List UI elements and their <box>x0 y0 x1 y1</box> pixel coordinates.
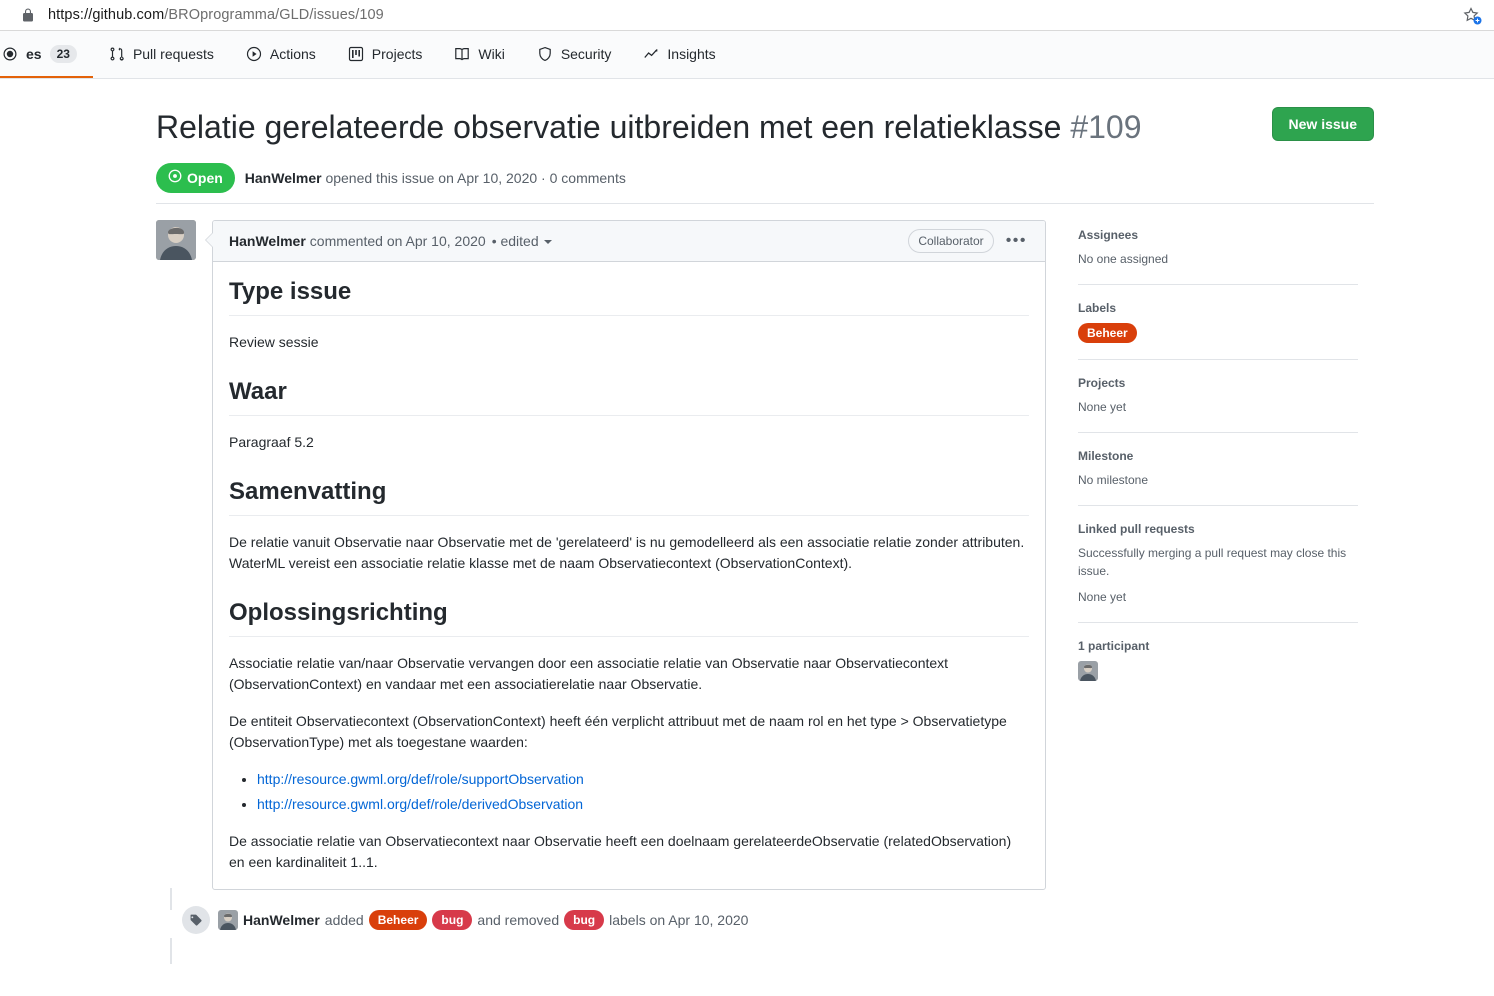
role-values-list <box>229 769 1029 815</box>
new-issue-button[interactable]: New issue <box>1272 107 1374 141</box>
lock-icon <box>20 7 36 23</box>
url-host: https://github.com <box>48 7 165 23</box>
nav-item-label: Security <box>560 45 612 62</box>
section-text-waar: Paragraaf 5.2 <box>229 434 314 450</box>
timeline-event-labeled <box>182 906 1046 934</box>
nav-item-label: Wiki <box>478 45 505 62</box>
sidebar-value-linked-prs: None yet <box>1078 590 1127 604</box>
issues-icon <box>2 46 18 62</box>
url-text[interactable] <box>48 7 384 23</box>
timeline-rail <box>170 888 172 910</box>
git-pull-request-icon <box>109 46 125 62</box>
nav-item-label: Pull requests <box>132 45 214 62</box>
page-title <box>156 107 1374 147</box>
sidebar-title-labels[interactable]: Labels <box>1078 301 1117 315</box>
comment-author[interactable]: HanWelmer <box>229 233 306 249</box>
label-chip-bug-removed[interactable]: bug <box>564 910 604 930</box>
issue-main-column <box>156 220 1062 964</box>
sidebar-title-participants: 1 participant <box>1078 639 1150 653</box>
link-support-observation[interactable]: http://resource.gwml.org/def/role/supportObservation <box>257 771 584 787</box>
nav-item-wiki[interactable] <box>438 31 520 78</box>
section-text-closing: De associatie relatie van Observatiecontext naar Observatie heeft een doelnaam gerelateerdeObservatie (relatedObservation) en een kardinaliteit 1..1. <box>229 833 1012 870</box>
chevron-down-icon <box>544 240 552 244</box>
issue-meta-rest: opened this issue on Apr 10, 2020 · 0 comments <box>325 170 626 186</box>
comment-timeline-item <box>156 220 1046 890</box>
url-path: /BROprogramma/GLD/issues/109 <box>164 7 384 23</box>
nav-item-insights[interactable] <box>627 31 731 78</box>
comment-header <box>213 221 1045 262</box>
sidebar-title-projects[interactable]: Projects <box>1078 376 1126 390</box>
status-badge-label: Open <box>187 170 223 186</box>
nav-item-projects[interactable] <box>332 31 439 78</box>
comment-box <box>212 220 1046 890</box>
issues-count: 23 <box>50 45 77 63</box>
issue-open-icon <box>168 168 182 188</box>
issue-page <box>0 79 1494 964</box>
comment-header-actions <box>908 229 1029 253</box>
label-chip-bug-added[interactable]: bug <box>432 910 472 930</box>
nav-item-label: Actions <box>269 45 316 62</box>
comment-body <box>213 262 1045 889</box>
sidebar-section-assignees <box>1078 228 1358 285</box>
comment-action: commented on Apr 10, 2020 <box>309 233 486 249</box>
nav-item-pull-requests[interactable] <box>93 31 230 78</box>
issue-title-text: Relatie gerelateerde observatie uitbreiden met een relatieklasse <box>156 109 1062 145</box>
issue-sidebar <box>1062 220 1358 964</box>
issue-body-grid <box>156 204 1374 964</box>
event-tail-text: labels on Apr 10, 2020 <box>609 912 749 928</box>
comment-edited-label[interactable]: • edited <box>492 233 552 249</box>
participant-avatar[interactable] <box>1078 661 1098 681</box>
sidebar-section-projects <box>1078 376 1358 433</box>
section-heading-oplossingsrichting: Oplossingsrichting <box>229 598 1029 637</box>
event-text <box>243 910 748 930</box>
collaborator-badge: Collaborator <box>908 229 993 253</box>
nav-item-label: Insights <box>667 45 716 62</box>
event-author[interactable]: HanWelmer <box>243 912 320 928</box>
event-removed-text: and removed <box>477 912 560 928</box>
issue-meta-text <box>245 170 626 186</box>
section-heading-type-issue: Type issue <box>229 277 1029 316</box>
sidebar-value-projects: None yet <box>1078 400 1127 414</box>
issue-number: #109 <box>1070 109 1142 145</box>
sidebar-section-labels <box>1078 301 1358 360</box>
sidebar-label-chip-beheer[interactable]: Beheer <box>1078 323 1137 343</box>
repo-navigation <box>0 31 1494 79</box>
bookmark-star-icon[interactable] <box>1462 6 1480 24</box>
shield-icon <box>537 46 553 62</box>
issue-meta <box>156 163 1374 193</box>
comment-menu-button[interactable]: ••• <box>1005 232 1027 249</box>
sidebar-help-linked-prs: Successfully merging a pull request may close this issue. <box>1078 546 1347 578</box>
sidebar-value-assignees: No one assigned <box>1078 252 1169 266</box>
sidebar-section-linked-prs <box>1078 522 1358 623</box>
issue-author[interactable]: HanWelmer <box>244 170 322 186</box>
section-text-oplossing-2: De entiteit Observatiecontext (ObservationContext) heeft één verplicht attribuut met de naam rol en het type > Observatietype (ObservationType) met als toegestane waarden: <box>229 713 1007 750</box>
sidebar-section-milestone <box>1078 449 1358 506</box>
status-badge <box>156 163 235 193</box>
event-avatar[interactable] <box>218 910 238 930</box>
nav-item-security[interactable] <box>521 31 628 78</box>
section-text-samenvatting: De relatie vanuit Observatie naar Observatie met de 'gerelateerd' is nu gemodelleerd als een associatie relatie zonder attributen. WaterML vereist een associatie relatie klasse met de naam Observatiecontext (ObservationContext). <box>229 534 1025 571</box>
nav-item-actions[interactable] <box>230 31 332 78</box>
sidebar-title-assignees[interactable]: Assignees <box>1078 228 1139 242</box>
book-icon <box>454 46 470 62</box>
spacer <box>1078 580 1358 588</box>
section-heading-waar: Waar <box>229 377 1029 416</box>
list-item <box>257 769 1029 790</box>
issue-header <box>156 79 1374 204</box>
section-text-type-issue: Review sessie <box>229 334 319 350</box>
project-board-icon <box>348 46 364 62</box>
nav-item-label: es <box>26 45 42 62</box>
label-chip-beheer[interactable]: Beheer <box>369 910 428 930</box>
section-text-oplossing-1: Associatie relatie van/naar Observatie vervangen door een associatie relatie van Observatie naar Observatiecontext (ObservationContext) en vandaar met een associatierelatie naar Observatie. <box>229 655 949 692</box>
sidebar-title-linked-prs[interactable]: Linked pull requests <box>1078 522 1195 536</box>
link-derived-observation[interactable]: http://resource.gwml.org/def/role/derivedObservation <box>257 796 584 812</box>
browser-address-bar <box>0 0 1494 31</box>
graph-icon <box>643 46 659 62</box>
nav-item-issues[interactable] <box>0 31 93 78</box>
sidebar-value-milestone: No milestone <box>1078 473 1149 487</box>
nav-item-label: Projects <box>371 45 423 62</box>
play-icon <box>246 46 262 62</box>
avatar[interactable] <box>156 220 196 260</box>
sidebar-section-participants <box>1078 639 1358 697</box>
event-added-text: added <box>324 912 364 928</box>
timeline-rail-bottom <box>170 938 172 964</box>
list-item <box>257 794 1029 815</box>
sidebar-title-milestone[interactable]: Milestone <box>1078 449 1134 463</box>
tag-icon <box>182 906 210 934</box>
section-heading-samenvatting: Samenvatting <box>229 477 1029 516</box>
comment-edited-text: edited <box>500 233 539 249</box>
